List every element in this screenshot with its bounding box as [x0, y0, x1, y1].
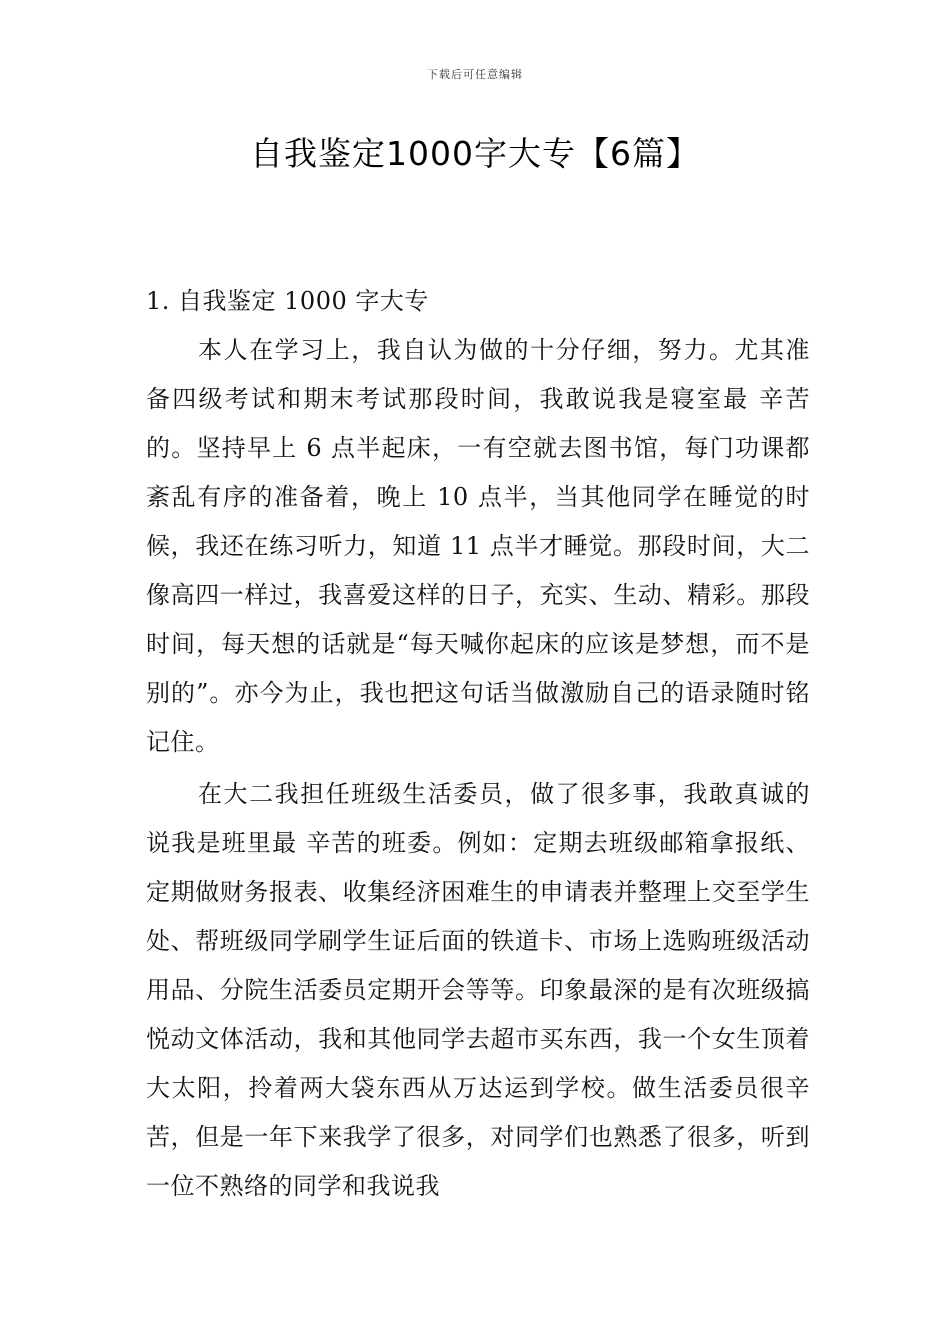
- header-note: 下载后可任意编辑: [427, 68, 523, 81]
- document-title: 自我鉴定1000字大专【6篇】: [250, 134, 700, 173]
- paragraph-2: 在大二我担任班级生活委员，做了很多事，我敢真诚的说我是班里最 辛苦的班委。例如：定期去班级邮箱拿报纸、定期做财务报表、收集经济困难生的申请表并整理上交至学生处、帮班级同学刷学生证后面的铁道卡、市场上选购班级活动用品、分院生活委员定期开会等等。印象最深的是有次班级搞悦动文体活动，我和其他同学去超市买东西，我一个女生顶着大太阳，拎着两大袋东西从万达运到学校。做生活委员很辛苦，但是一年下来我学了很多，对同学们也熟悉了很多，听到一位不熟络的同学和我说我: [146, 780, 810, 1200]
- document-body: [146, 280, 810, 1214]
- paragraph-1: 本人在学习上，我自认为做的十分仔细，努力。尤其准备四级考试和期末考试那段时间，我敢说我是寝室最 辛苦的。坚持早上 6 点半起床，一有空就去图书馆，每门功课都紊乱有序的准备着，晚上 10 点半，当其他同学在睡觉的时候，我还在练习听力，知道 11 点半才睡觉。那段时间，大二像高四一样过，我喜爱这样的日子，充实、生动、精彩。那段时间，每天想的话就是“每天喊你起床的应该是梦想，而不是别的”。亦今为止，我也把这句话当做激励自己的语录随时铭记住。: [146, 336, 810, 756]
- section-heading: 1. 自我鉴定 1000 字大专: [146, 287, 429, 315]
